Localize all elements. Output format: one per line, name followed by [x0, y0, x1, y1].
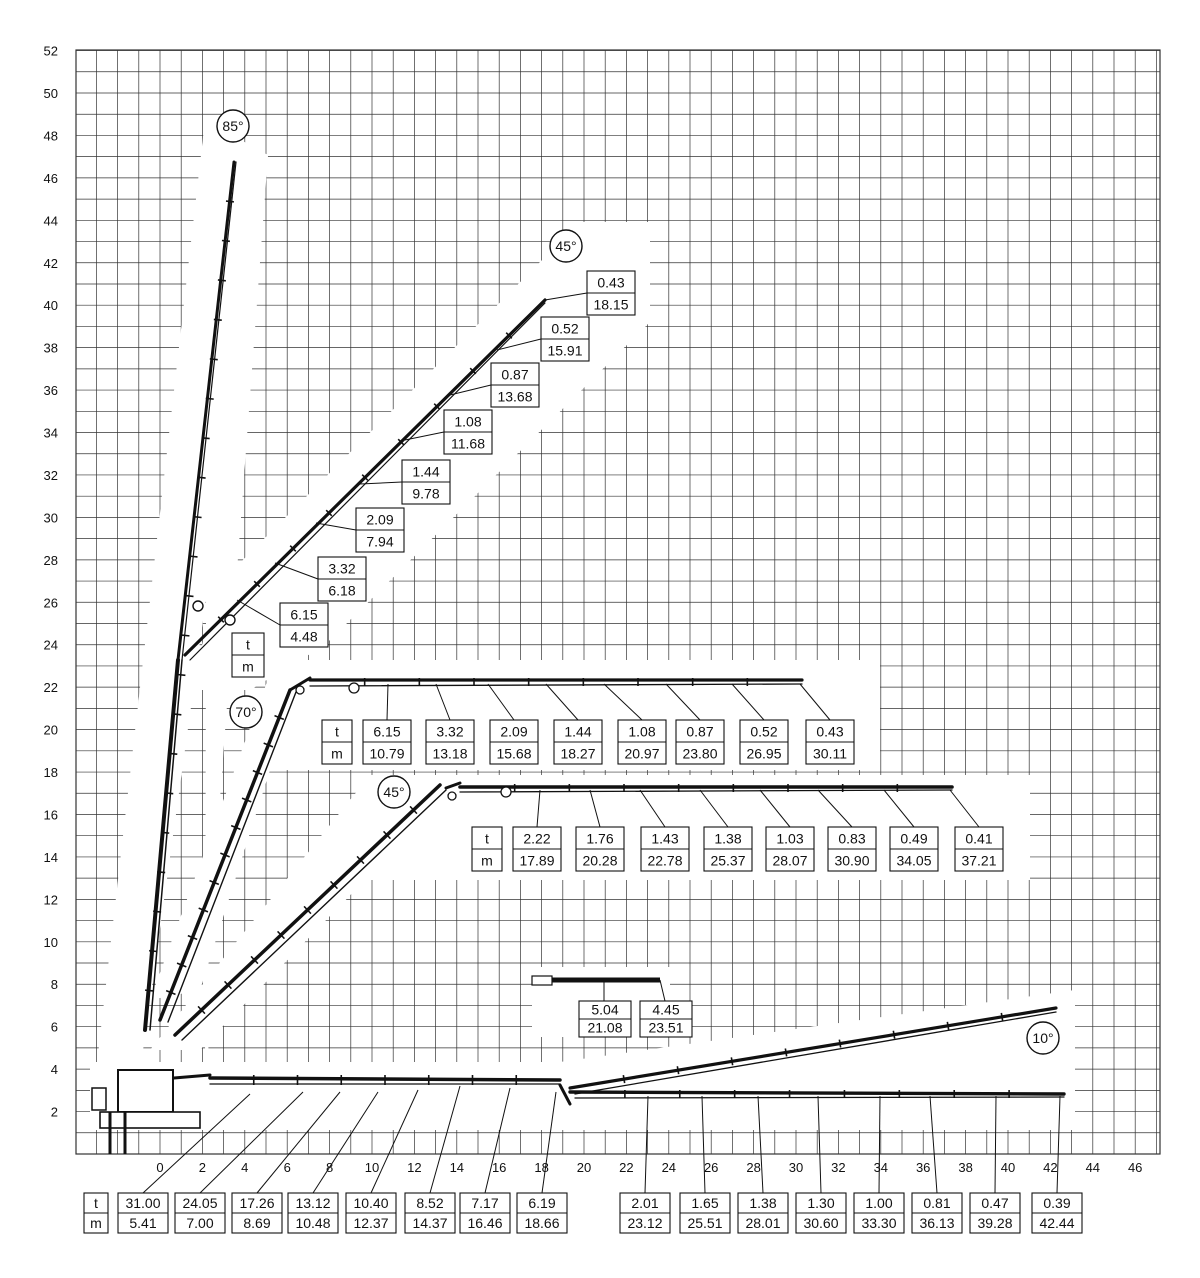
y-tick-label: 50: [43, 86, 58, 101]
cell-t: 13.12: [295, 1195, 331, 1211]
cell-t: 0.87: [501, 366, 529, 383]
cell-t: 31.00: [125, 1195, 161, 1211]
cell-t: 3.32: [436, 723, 464, 740]
cell-m: 12.37: [353, 1215, 389, 1231]
cell-t: 6.19: [528, 1195, 556, 1211]
table-bottom-cell: [738, 1193, 788, 1233]
boom-85-tick: [153, 911, 161, 912]
cell-m: 6.18: [328, 582, 356, 599]
table-bottom-cell: [912, 1193, 962, 1233]
y-tick-label: 26: [43, 595, 58, 611]
table-70-cell: [676, 720, 724, 764]
cell-m: 5.41: [129, 1215, 157, 1231]
angle-badge: [1027, 1022, 1059, 1054]
table-45-top-cell: [402, 460, 450, 504]
x-tick-label: 28: [746, 1160, 761, 1175]
table-70-cell: [618, 720, 666, 764]
table-jib-cell: [579, 1001, 631, 1037]
cell-m: 11.68: [451, 435, 485, 452]
x-tick-label: 14: [449, 1160, 465, 1175]
boom-85-tick: [181, 635, 189, 636]
cell-m: 20.97: [624, 745, 660, 762]
cell-t: 2.22: [523, 830, 551, 847]
boom-85-tick: [186, 596, 194, 597]
pivot-45-top-b: [225, 615, 235, 625]
cell-m: 42.44: [1039, 1215, 1075, 1231]
x-tick-label: 20: [576, 1160, 592, 1175]
cell-t: 0.39: [1043, 1195, 1071, 1211]
table-45-mid-cell: [766, 827, 814, 871]
table-bottom-cell: [460, 1193, 510, 1233]
cell-t: 1.00: [865, 1195, 893, 1211]
table-45-top-cell: [541, 317, 589, 361]
boom-85-tick: [222, 241, 230, 242]
cell-m: 13.18: [432, 745, 468, 762]
angle-badge: [230, 696, 262, 728]
cell-m: 13.68: [497, 388, 533, 405]
boom-85-tick: [157, 872, 165, 873]
table-45-top-cell: [587, 271, 635, 315]
x-tick-label: 4: [241, 1160, 249, 1175]
y-tick-label: 22: [43, 680, 58, 696]
cell-m: 20.28: [582, 852, 618, 869]
cell-m: 30.90: [834, 852, 870, 869]
table-bottom-cell: [854, 1193, 904, 1233]
y-tick-label: 24: [43, 637, 58, 653]
angle-badge: [217, 110, 249, 142]
y-tick-label: 34: [43, 425, 58, 441]
boom-85-tick: [173, 714, 181, 715]
y-tick-label: 4: [50, 1062, 58, 1078]
y-tick-label: 40: [43, 298, 58, 314]
crane-base: [118, 1070, 173, 1112]
cell-t: 0.87: [686, 723, 714, 740]
cell-m: 25.37: [710, 852, 746, 869]
cell-t: t: [335, 723, 339, 740]
cell-m: 18.27: [560, 745, 596, 762]
boom-85-tick: [149, 951, 157, 952]
cell-t: 6.15: [373, 723, 401, 740]
table-45-top-cell: [491, 363, 539, 407]
table-45-mid-cell: [576, 827, 624, 871]
y-tick-label: 2: [50, 1104, 58, 1120]
cell-m: 22.78: [647, 852, 683, 869]
cell-m: 9.78: [412, 485, 440, 502]
x-tick-label: 32: [831, 1160, 846, 1175]
cell-t: 1.03: [776, 830, 804, 847]
table-70-cell: [806, 720, 854, 764]
pivot-45-mid-b: [501, 787, 511, 797]
table-bottom-cell: [796, 1193, 846, 1233]
cell-m: 4.48: [290, 628, 318, 645]
x-tick-label: 40: [1000, 1160, 1016, 1175]
boom-85-tick: [198, 477, 206, 478]
table-bottom-cell: [346, 1193, 396, 1233]
table-70-cell: [554, 720, 602, 764]
boom-85-tick: [214, 319, 222, 320]
cell-m: m: [481, 852, 493, 869]
cell-m: 23.12: [627, 1215, 663, 1231]
boom-85-tick: [169, 753, 177, 754]
table-45-top-cell: [280, 603, 328, 647]
pivot-45-top: [193, 601, 203, 611]
x-tick-label: 36: [915, 1160, 931, 1175]
cell-t: 8.52: [416, 1195, 444, 1211]
cell-t: 1.76: [586, 830, 614, 847]
cell-m: 28.07: [772, 852, 808, 869]
cell-m: 10.48: [295, 1215, 331, 1231]
table-bottom-cell: [970, 1193, 1020, 1233]
table-bottom-cell: [517, 1193, 567, 1233]
x-tick-label: 10: [364, 1160, 380, 1175]
table-70-cell: [426, 720, 474, 764]
x-tick-label: 24: [661, 1160, 677, 1175]
table-70-cell: [363, 720, 411, 764]
table-bottom-cell: [680, 1193, 730, 1233]
x-tick-label: 12: [407, 1160, 422, 1175]
x-tick-label: 44: [1085, 1160, 1101, 1175]
cell-t: t: [485, 830, 489, 847]
table-bottom-cell: [118, 1193, 168, 1233]
cell-t: 0.52: [551, 320, 579, 337]
pivot-45-mid: [448, 792, 456, 800]
y-tick-label: 6: [50, 1019, 58, 1035]
cell-t: 1.44: [564, 723, 592, 740]
table-45-mid-cell: [704, 827, 752, 871]
table-45-mid-header: [472, 827, 502, 871]
cell-t: 7.17: [471, 1195, 499, 1211]
cell-m: 10.79: [369, 745, 405, 762]
cell-m: 30.60: [803, 1215, 839, 1231]
angle-label: 45°: [383, 784, 405, 800]
cell-t: t: [246, 636, 250, 653]
table-jib-cell: [640, 1001, 692, 1037]
boom-85-tick: [145, 990, 153, 991]
y-tick-label: 46: [43, 170, 58, 186]
cell-t: 0.81: [923, 1195, 951, 1211]
boom-h-jib: [570, 1092, 1064, 1094]
angle-label: 85°: [222, 118, 244, 134]
cell-m: 36.13: [919, 1215, 955, 1231]
table-45-mid-cell: [890, 827, 938, 871]
cell-m: 18.15: [593, 296, 629, 313]
x-tick-label: 46: [1127, 1160, 1143, 1175]
x-tick-label: 42: [1043, 1160, 1058, 1175]
x-tick-label: 30: [788, 1160, 804, 1175]
x-tick-label: 0: [156, 1160, 164, 1175]
cell-m: 7.94: [366, 533, 394, 550]
y-tick-label: 36: [43, 383, 58, 399]
table-bottom-cell: [620, 1193, 670, 1233]
jib-inset-end: [532, 976, 552, 985]
y-tick-label: 8: [50, 977, 58, 993]
cell-m: 7.00: [186, 1215, 214, 1231]
cell-m: 37.21: [961, 852, 997, 869]
y-tick-label: 30: [43, 510, 58, 526]
angle-label: 45°: [555, 238, 577, 254]
crane-seat: [92, 1088, 106, 1110]
y-tick-label: 42: [43, 255, 58, 271]
table-bottom-cell: [288, 1193, 338, 1233]
cell-t: 0.41: [965, 830, 993, 847]
boom-85-tick: [190, 556, 198, 557]
cell-m: m: [331, 745, 343, 762]
cell-t: t: [94, 1195, 98, 1211]
cell-t: 17.26: [239, 1195, 275, 1211]
table-45-mid-cell: [955, 827, 1003, 871]
x-tick-label: 18: [534, 1160, 549, 1175]
cell-t: 0.52: [750, 723, 778, 740]
angle-label: 70°: [235, 704, 257, 720]
cell-t: 5.04: [591, 1001, 619, 1018]
angle-badge: [550, 230, 582, 262]
boom-85-tick: [177, 675, 185, 676]
cell-m: 8.69: [243, 1215, 271, 1231]
x-tick-label: 2: [198, 1160, 207, 1175]
boom-85-tick: [202, 438, 210, 439]
boom-85-tick: [226, 201, 234, 202]
x-tick-label: 26: [703, 1160, 719, 1175]
y-tick-label: 44: [43, 213, 58, 229]
cell-t: 0.47: [981, 1195, 1009, 1211]
boom-85-tick: [218, 280, 226, 281]
cell-m: 17.89: [519, 852, 555, 869]
cell-t: 1.65: [691, 1195, 719, 1211]
table-45-top-cell: [318, 557, 366, 601]
y-tick-label: 18: [43, 765, 58, 781]
cell-t: 4.45: [652, 1001, 680, 1018]
cell-m: m: [242, 658, 254, 675]
cell-t: 1.38: [714, 830, 742, 847]
y-tick-label: 48: [43, 128, 58, 144]
cell-t: 1.38: [749, 1195, 777, 1211]
cell-m: 21.08: [587, 1019, 623, 1036]
cell-m: 23.51: [648, 1019, 684, 1036]
x-tick-label: 6: [283, 1160, 291, 1175]
boom-85-tick: [206, 398, 214, 399]
crane-outrigger: [100, 1112, 200, 1128]
cell-t: 1.44: [412, 463, 440, 480]
cell-m: 34.05: [896, 852, 932, 869]
cell-t: 0.49: [900, 830, 928, 847]
boom-85-tick: [165, 793, 173, 794]
cell-t: 0.43: [597, 274, 625, 291]
table-70-cell: [740, 720, 788, 764]
cell-m: 25.51: [687, 1215, 723, 1231]
cell-t: 0.83: [838, 830, 866, 847]
cell-m: 18.66: [524, 1215, 560, 1231]
y-tick-label: 38: [43, 340, 58, 356]
table-bottom-header: [84, 1193, 108, 1233]
cell-t: 0.43: [816, 723, 844, 740]
cell-t: 2.09: [366, 511, 394, 528]
angle-badge: [378, 776, 410, 808]
y-tick-label: 16: [43, 807, 58, 823]
y-tick-label: 32: [43, 467, 58, 483]
cell-m: 28.01: [745, 1215, 781, 1231]
table-bottom-cell: [1032, 1193, 1082, 1233]
x-tick-label: 16: [491, 1160, 507, 1175]
table-bottom-cell: [232, 1193, 282, 1233]
y-tick-label: 10: [43, 934, 58, 950]
cell-m: 15.91: [547, 342, 583, 359]
table-45-top-header: [232, 633, 264, 677]
cell-m: 33.30: [861, 1215, 897, 1231]
x-tick-label: 8: [325, 1160, 334, 1175]
cell-m: 30.11: [813, 745, 847, 762]
cell-t: 1.08: [628, 723, 656, 740]
y-tick-label: 52: [43, 43, 58, 59]
cell-t: 24.05: [182, 1195, 218, 1211]
cell-t: 1.08: [454, 413, 482, 430]
cell-m: 23.80: [682, 745, 718, 762]
boom-85-tick: [161, 832, 169, 833]
cell-m: 14.37: [412, 1215, 448, 1231]
table-70-header: [322, 720, 352, 764]
table-45-mid-cell: [513, 827, 561, 871]
pivot-70-b: [349, 683, 359, 693]
table-45-mid-cell: [641, 827, 689, 871]
cell-m: m: [90, 1215, 102, 1231]
pivot-70: [296, 686, 304, 694]
cell-t: 10.40: [353, 1195, 389, 1211]
y-tick-label: 28: [43, 552, 58, 568]
table-45-mid-cell: [828, 827, 876, 871]
x-tick-label: 38: [958, 1160, 973, 1175]
cell-t: 1.43: [651, 830, 679, 847]
y-tick-label: 12: [43, 892, 58, 908]
x-tick-label: 22: [619, 1160, 634, 1175]
boom-85-tick: [194, 517, 202, 518]
table-bottom-cell: [175, 1193, 225, 1233]
y-tick-label: 14: [43, 849, 58, 865]
cell-m: 15.68: [496, 745, 532, 762]
angle-label: 10°: [1032, 1030, 1054, 1046]
cell-m: 26.95: [746, 745, 782, 762]
cell-t: 1.30: [807, 1195, 835, 1211]
cell-t: 6.15: [290, 606, 318, 623]
boom-85-tick: [210, 359, 218, 360]
table-70-cell: [490, 720, 538, 764]
table-bottom-cell: [405, 1193, 455, 1233]
table-45-top-cell: [356, 508, 404, 552]
cell-t: 2.09: [500, 723, 528, 740]
table-45-top-cell: [444, 410, 492, 454]
x-tick-label: 34: [873, 1160, 889, 1175]
cell-t: 3.32: [328, 560, 356, 577]
cell-t: 2.01: [631, 1195, 659, 1211]
y-tick-label: 20: [43, 722, 58, 738]
cell-m: 16.46: [467, 1215, 503, 1231]
cell-m: 39.28: [977, 1215, 1013, 1231]
